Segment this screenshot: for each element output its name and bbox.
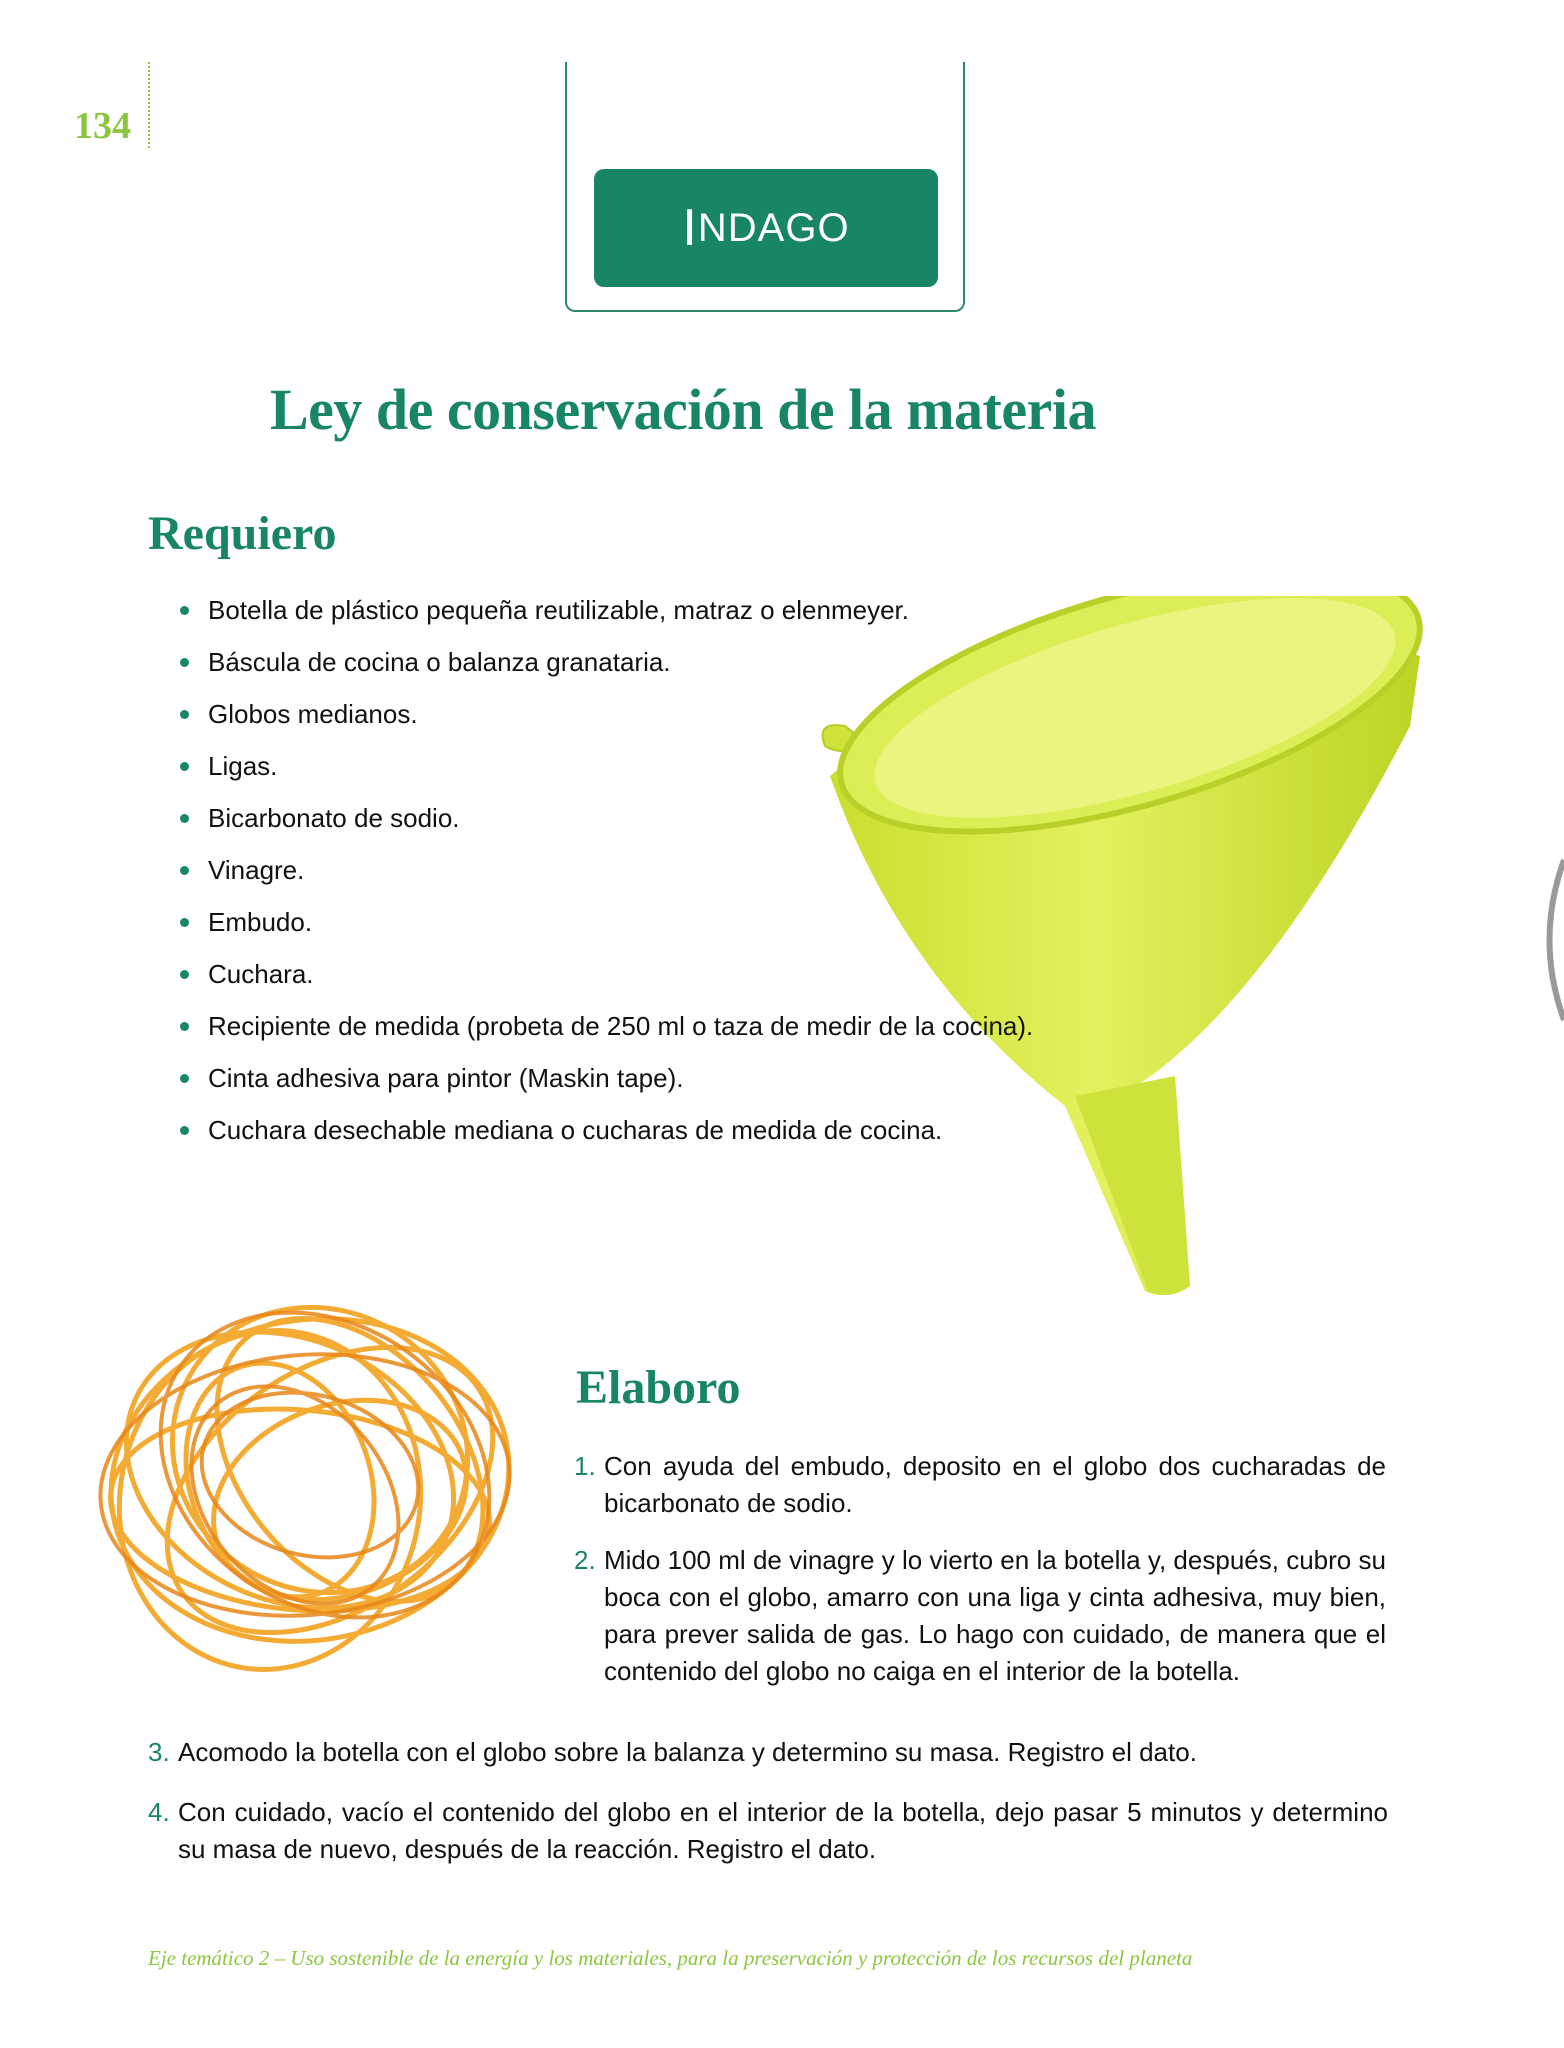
- list-item: Cuchara.: [178, 954, 1033, 1006]
- rubber-bands-image: [70, 1260, 550, 1700]
- step-number: 2.: [574, 1545, 596, 1575]
- footer-caption: Eje temático 2 – Uso sostenible de la energía y los materiales, para la preservación y protección de los recursos del planeta: [148, 1946, 1193, 1970]
- list-item: Báscula de cocina o balanza granataria.: [178, 642, 1033, 694]
- page-number-divider: [148, 62, 150, 148]
- step-number: 1.: [574, 1451, 596, 1481]
- materials-list: [178, 590, 1033, 1162]
- procedure-step: [574, 1542, 1386, 1690]
- elaboro-heading: Elaboro: [576, 1361, 741, 1414]
- list-item: Recipiente de medida (probeta de 250 ml o taza de medir de la cocina).: [178, 1006, 1033, 1058]
- step-text: Mido 100 ml de vinagre y lo vierto en la botella y, después, cubro su boca con el globo, amarro con una liga y cinta adhesiva, muy bien, para prever salida de gas. Lo hago con cuidado, de manera que el contenido del globo no caiga en el interior de la botella.: [604, 1545, 1386, 1686]
- section-tab-rest: NDAGO: [697, 205, 850, 250]
- list-item: Embudo.: [178, 902, 1033, 954]
- step-number: 3.: [148, 1737, 170, 1767]
- page-number: 134: [74, 105, 131, 147]
- step-text: Con cuidado, vacío el contenido del globo en el interior de la botella, dejo pasar 5 minutos y determino su masa de nuevo, después de la reacción. Registro el dato.: [178, 1797, 1388, 1864]
- list-item: Botella de plástico pequeña reutilizable, matraz o elenmeyer.: [178, 590, 1033, 642]
- edge-object-image: [1535, 850, 1564, 1030]
- step-number: 4.: [148, 1797, 170, 1827]
- list-item: Globos medianos.: [178, 694, 1033, 746]
- procedure-step: [148, 1794, 1388, 1868]
- procedure-step: [574, 1448, 1386, 1522]
- funnel-spout: [1075, 1076, 1190, 1295]
- step-text: Con ayuda del embudo, deposito en el globo dos cucharadas de bicarbonato de sodio.: [604, 1451, 1386, 1518]
- list-item: Vinagre.: [178, 850, 1033, 902]
- requiero-heading: Requiero: [148, 507, 337, 560]
- list-item: Ligas.: [178, 746, 1033, 798]
- list-item: Bicarbonato de sodio.: [178, 798, 1033, 850]
- page-title: Ley de conservación de la materia: [270, 377, 1096, 442]
- section-tab-initial: I: [682, 199, 698, 257]
- list-item: Cuchara desechable mediana o cucharas de medida de cocina.: [178, 1110, 1033, 1162]
- list-item: Cinta adhesiva para pintor (Maskin tape).: [178, 1058, 1033, 1110]
- step-text: Acomodo la botella con el globo sobre la balanza y determino su masa. Registro el dato.: [178, 1737, 1197, 1767]
- procedure-step: [148, 1734, 1388, 1771]
- section-tab-badge: [594, 169, 938, 287]
